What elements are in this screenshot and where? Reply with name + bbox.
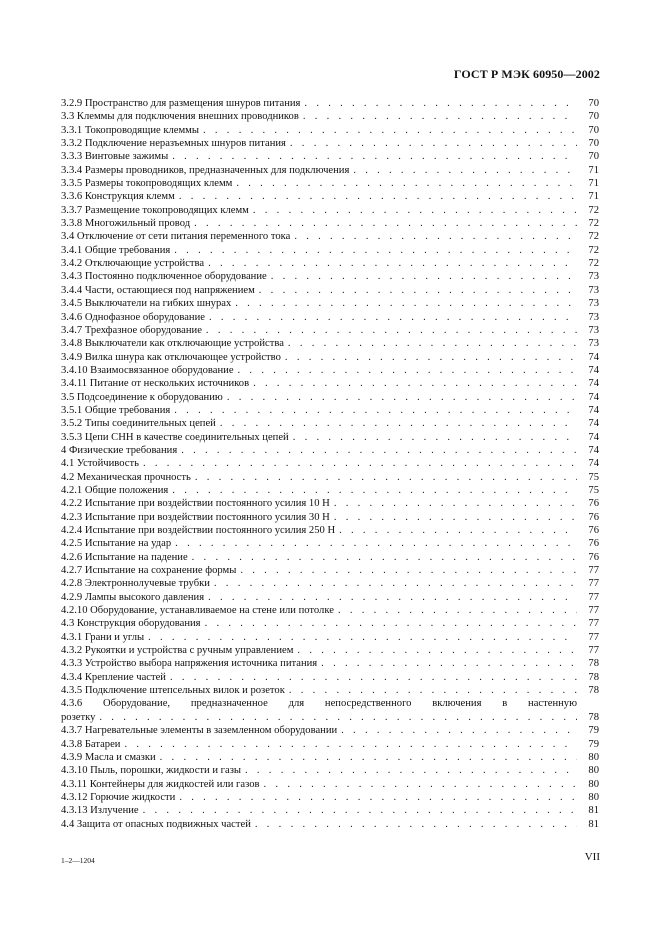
toc-entry (61, 751, 599, 764)
toc-dot-leader (240, 564, 577, 577)
toc-dot-leader (303, 110, 577, 123)
toc-entry-page: 80 (588, 751, 599, 763)
toc-entry (61, 484, 599, 497)
toc-entry-page: 74 (588, 391, 599, 403)
toc-entry-text: 3.4.4 Части, остающиеся под напряжением (61, 284, 255, 296)
toc-dot-leader (288, 337, 577, 350)
toc-entry-page: 74 (588, 418, 599, 430)
toc-dot-leader (214, 577, 577, 590)
toc-entry-page: 72 (588, 258, 599, 270)
toc-entry-text: 4.3.7 Нагревательные элементы в заземленном оборудовании (61, 725, 338, 737)
toc-dot-leader (179, 190, 577, 203)
toc-entry-page: 79 (588, 738, 599, 750)
toc-dot-leader (143, 804, 577, 817)
toc-dot-leader (339, 524, 577, 537)
toc-entry-page: 74 (588, 351, 599, 363)
toc-entry-page: 74 (588, 378, 599, 390)
toc-dot-leader (255, 818, 577, 831)
toc-dot-leader (341, 724, 577, 737)
toc-entry-page: 71 (588, 191, 599, 203)
toc-entry-text: 4.3.2 Рукоятки и устройства с ручным управлением (61, 645, 294, 657)
toc-entry-page: 70 (588, 138, 599, 150)
toc-dot-leader (253, 204, 577, 217)
toc-entry (61, 644, 599, 657)
toc-entry-text: 3.5.3 Цепи СНН в качестве соединительных цепей (61, 431, 289, 443)
toc-entry (61, 230, 599, 243)
toc-entry-text: 4.3.13 Излучение (61, 805, 139, 817)
toc-entry-page: 74 (588, 404, 599, 416)
toc-dot-leader (289, 684, 577, 697)
toc-dot-leader (160, 751, 577, 764)
toc-entry-page: 76 (588, 538, 599, 550)
toc-entry-page: 73 (588, 324, 599, 336)
toc-entry-page: 74 (588, 364, 599, 376)
toc-entry-page: 77 (588, 645, 599, 657)
toc-dot-leader (290, 137, 577, 150)
toc-dot-leader (175, 537, 577, 550)
toc-entry-page: 78 (588, 671, 599, 683)
toc-entry (61, 391, 599, 404)
toc-entry-text: 3.4.5 Выключатели на гибких шнурах (61, 298, 232, 310)
toc-entry-page: 73 (588, 284, 599, 296)
toc-dot-leader (259, 284, 577, 297)
toc-entry-page: 77 (588, 605, 599, 617)
toc-entry-page: 77 (588, 618, 599, 630)
toc-entry-page: 79 (588, 725, 599, 737)
toc-entry (61, 791, 599, 804)
toc-dot-leader (206, 324, 577, 337)
toc-entry (61, 164, 599, 177)
toc-entry (61, 137, 599, 150)
toc-entry (61, 591, 599, 604)
toc-entry-text: 3.5.1 Общие требования (61, 404, 171, 416)
toc-entry (61, 190, 599, 203)
toc-entry (61, 124, 599, 137)
toc-entry (61, 684, 599, 697)
toc-entry (61, 671, 599, 684)
toc-entry-text: 3.3.1 Токопроводящие клеммы (61, 124, 199, 136)
toc-dot-leader (271, 270, 577, 283)
toc-entry-page: 70 (588, 111, 599, 123)
toc-dot-leader (235, 297, 577, 310)
toc-entry-page: 73 (588, 271, 599, 283)
toc-dot-leader (227, 391, 577, 404)
toc-dot-leader (170, 671, 577, 684)
toc-entry-text: 4 Физические требования (61, 444, 178, 456)
toc-entry-text: 3.4.8 Выключатели как отключающие устройства (61, 338, 284, 350)
toc-entry (61, 711, 599, 724)
toc-entry-page: 78 (588, 658, 599, 670)
toc-entry (61, 804, 599, 817)
toc-entry-page: 77 (588, 591, 599, 603)
toc-dot-leader (264, 778, 577, 791)
toc-dot-leader (143, 457, 577, 470)
toc-entry-page: 70 (588, 124, 599, 136)
toc-entry-text: 4.3.8 Батареи (61, 738, 121, 750)
toc-dot-leader (148, 631, 577, 644)
toc-entry-text: 4.3.1 Грани и углы (61, 631, 145, 643)
toc-entry-text: 3.4.7 Трехфазное оборудование (61, 324, 202, 336)
toc-entry-text: 3.3.6 Конструкция клемм (61, 191, 175, 203)
toc-dot-leader (253, 377, 577, 390)
toc-entry-text: 4.2.2 Испытание при воздействии постоянного усилия 10 Н (61, 498, 330, 510)
toc-entry (61, 617, 599, 630)
toc-entry (61, 497, 599, 510)
toc-entry-text: 4.3.3 Устройство выбора напряжения источника питания (61, 658, 318, 670)
toc-entry-page: 80 (588, 778, 599, 790)
toc-entry-text: 4.3 Конструкция оборудования (61, 618, 201, 630)
toc-entry-text: 3.4.1 Общие требования (61, 244, 171, 256)
toc-entry (61, 417, 599, 430)
toc-entry-text: 3.3.3 Винтовые зажимы (61, 151, 169, 163)
toc-entry-text: 4.3.5 Подключение штепсельных вилок и розеток (61, 685, 285, 697)
toc-entry (61, 110, 599, 123)
toc-entry (61, 551, 599, 564)
toc-entry-page: 81 (588, 805, 599, 817)
toc-entry-text: 3.4 Отключение от сети питания переменного тока (61, 231, 291, 243)
toc-entry-text: 3.5 Подсоединение к оборудованию (61, 391, 223, 403)
toc-entry-page: 73 (588, 298, 599, 310)
toc-entry-page: 70 (588, 98, 599, 109)
toc-entry-text: 3.4.6 Однофазное оборудование (61, 311, 205, 323)
toc-entry (61, 738, 599, 751)
toc-entry-page: 70 (588, 151, 599, 163)
toc-dot-leader (208, 591, 577, 604)
toc-dot-leader (338, 604, 577, 617)
toc-dot-leader (304, 97, 577, 110)
toc-entry-page: 72 (588, 204, 599, 216)
toc-entry-text: 4.3.11 Контейнеры для жидкостей или газов (61, 778, 260, 790)
toc-dot-leader (321, 657, 577, 670)
toc-entry-page: 73 (588, 311, 599, 323)
toc-dot-leader (203, 124, 577, 137)
toc-entry-text: 3.4.3 Постоянно подключенное оборудование (61, 271, 267, 283)
toc-entry-text: 3.2.9 Пространство для размещения шнуров питания (61, 98, 301, 109)
toc-entry-text: 3.3.8 Многожильный провод (61, 218, 191, 230)
toc-dot-leader (174, 404, 577, 417)
toc-entry (61, 311, 599, 324)
toc-entry-page: 76 (588, 525, 599, 536)
toc-dot-leader (294, 230, 577, 243)
toc-entry (61, 631, 599, 644)
toc-main-list (61, 97, 599, 697)
toc-tail-list (61, 724, 599, 831)
toc-entry (61, 511, 599, 524)
toc-dot-leader (172, 150, 577, 163)
toc-entry (61, 324, 599, 337)
toc-dot-leader (236, 177, 577, 190)
toc-dot-leader (353, 164, 577, 177)
toc-entry-text: 3.5.2 Типы соединительных цепей (61, 418, 216, 430)
toc-entry-text: 3.3.4 Размеры проводников, предназначенных для подключения (61, 164, 350, 176)
toc-entry-page: 72 (588, 218, 599, 230)
toc-dot-leader (181, 444, 577, 457)
toc-entry (61, 351, 599, 364)
toc-entry-text: 4.3.4 Крепление частей (61, 671, 166, 683)
toc-entry (61, 577, 599, 590)
toc-dot-leader (205, 617, 577, 630)
toc-entry-page: 77 (588, 631, 599, 643)
document-header-title: ГОСТ Р МЭК 60950—2002 (453, 67, 600, 81)
toc-entry-page: 74 (588, 444, 599, 456)
toc-dot-leader (195, 471, 577, 484)
toc-entry-page: 77 (588, 565, 599, 577)
toc-dot-leader (194, 217, 577, 230)
toc-entry (61, 404, 599, 417)
toc-entry (61, 604, 599, 617)
toc-entry-text: 4.1 Устойчивость (61, 458, 139, 470)
toc-dot-leader (208, 257, 577, 270)
toc-entry (61, 177, 599, 190)
toc-entry (61, 364, 599, 377)
toc-entry (61, 657, 599, 670)
toc-entry (61, 564, 599, 577)
toc-entry (61, 337, 599, 350)
toc-dot-leader (334, 511, 577, 524)
toc-entry-page: 76 (588, 511, 599, 523)
toc-entry-text-line1: 4.3.6 Оборудование, предназначенное для непосредственного включения в настенную (61, 698, 577, 710)
toc-entry-text: 3.3 Клеммы для подключения внешних проводников (61, 111, 299, 123)
toc-entry-page: 76 (588, 498, 599, 510)
toc-entry-page: 76 (588, 551, 599, 563)
toc-entry (61, 244, 599, 257)
toc-entry (61, 297, 599, 310)
toc-entry-page: 80 (588, 765, 599, 777)
print-code: 1–2—1204 (61, 856, 95, 865)
toc-dot-leader (293, 431, 577, 444)
toc-entry-page: 80 (588, 791, 599, 803)
toc-dot-leader (334, 497, 577, 510)
toc-entry (61, 471, 599, 484)
toc-entry (61, 150, 599, 163)
toc-dot-leader (297, 644, 577, 657)
toc-entry-page: 81 (588, 818, 599, 830)
toc-entry (61, 818, 599, 831)
toc-entry (61, 764, 599, 777)
toc-wrapped-entry (61, 697, 599, 724)
toc-entry-text: 4.2.4 Испытание при воздействии постоянного усилия 250 Н (61, 525, 336, 536)
toc-entry (61, 217, 599, 230)
toc-dot-leader (245, 764, 577, 777)
toc-entry-text: 3.4.11 Питание от нескольких источников (61, 378, 250, 390)
toc-entry-text: 3.3.7 Размещение токопроводящих клемм (61, 204, 249, 216)
toc-dot-leader (238, 364, 577, 377)
toc-entry-page: 78 (588, 711, 599, 723)
toc-entry-text: 4.3.10 Пыль, порошки, жидкости и газы (61, 765, 242, 777)
toc-entry-page: 78 (588, 685, 599, 697)
toc-entry-text: 4.4 Защита от опасных подвижных частей (61, 818, 251, 830)
toc-entry-text: 3.4.10 Взаимосвязанное оборудование (61, 364, 234, 376)
toc-dot-leader (124, 738, 577, 751)
toc-entry-text: 3.3.2 Подключение неразъемных шнуров питания (61, 138, 286, 150)
toc-dot-leader (99, 711, 577, 724)
toc-entry-text: 4.2.9 Лампы высокого давления (61, 591, 205, 603)
page-number: VII (584, 851, 600, 863)
toc-entry (61, 778, 599, 791)
toc-entry-text: 4.2.1 Общие положения (61, 484, 169, 496)
toc-entry-text: 4.3.9 Масла и смазки (61, 751, 156, 763)
toc-entry-text: 4.3.12 Горючие жидкости (61, 791, 176, 803)
toc-entry (61, 524, 599, 537)
toc-entry-page: 71 (588, 178, 599, 190)
toc-entry (61, 444, 599, 457)
toc-entry (61, 97, 599, 110)
toc-entry (61, 457, 599, 470)
toc-entry-text: 4.2.8 Электроннолучевые трубки (61, 578, 210, 590)
toc-entry (61, 377, 599, 390)
toc-dot-leader (220, 417, 577, 430)
toc-entry-text: 4.2.6 Испытание на падение (61, 551, 188, 563)
toc-dot-leader (209, 311, 577, 324)
toc-entry (61, 257, 599, 270)
toc-entry (61, 724, 599, 737)
toc-entry-page: 72 (588, 244, 599, 256)
toc-entry-page: 74 (588, 431, 599, 443)
toc-entry-page: 75 (588, 471, 599, 483)
toc-entry (61, 431, 599, 444)
toc-entry-text: 3.4.9 Вилка шнура как отключающее устройство (61, 351, 281, 363)
toc-dot-leader (179, 791, 577, 804)
toc-entry-text: 4.2.10 Оборудование, устанавливаемое на стене или потолке (61, 605, 334, 617)
toc-dot-leader (172, 484, 577, 497)
toc-dot-leader (192, 551, 577, 564)
toc-dot-leader (285, 351, 577, 364)
table-of-contents (61, 97, 599, 831)
toc-entry-page: 73 (588, 338, 599, 350)
toc-entry (61, 537, 599, 550)
toc-entry-text-line2: розетку (61, 711, 96, 723)
toc-entry-page: 72 (588, 231, 599, 243)
toc-entry-text: 3.3.5 Размеры токопроводящих клемм (61, 178, 233, 190)
toc-entry (61, 284, 599, 297)
toc-entry (61, 204, 599, 217)
toc-entry-page: 74 (588, 458, 599, 470)
toc-entry (61, 270, 599, 283)
toc-entry-text: 3.4.2 Отключающие устройства (61, 258, 205, 270)
toc-entry-text: 4.2.5 Испытание на удар (61, 538, 172, 550)
toc-entry-text: 4.2 Механическая прочность (61, 471, 191, 483)
toc-entry-page: 77 (588, 578, 599, 590)
toc-entry-text: 4.2.3 Испытание при воздействии постоянного усилия 30 Н (61, 511, 330, 523)
toc-entry-page: 71 (588, 164, 599, 176)
toc-entry-page: 75 (588, 484, 599, 496)
toc-entry-text: 4.2.7 Испытание на сохранение формы (61, 565, 237, 577)
toc-dot-leader (174, 244, 577, 257)
